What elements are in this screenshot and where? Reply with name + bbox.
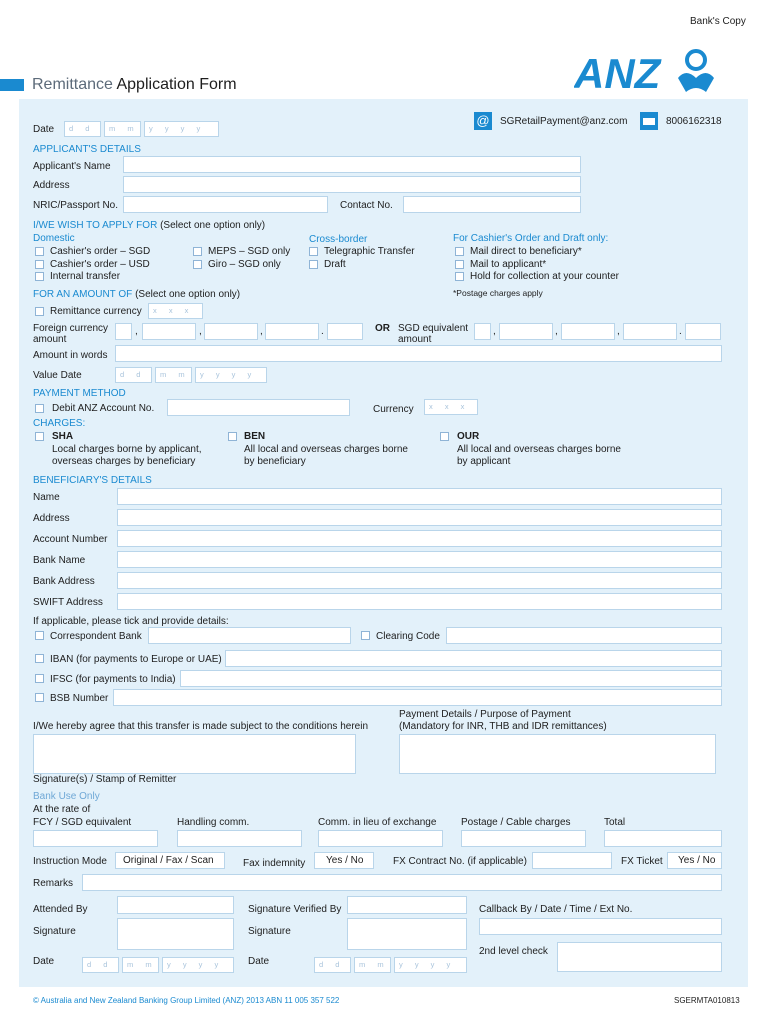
foreign-amount-label-2: amount (33, 334, 67, 345)
bank-signature-field-1[interactable] (117, 918, 234, 950)
ben-account-label: Account Number (33, 534, 108, 545)
signature-label: Signature(s) / Stamp of Remitter (33, 774, 177, 785)
crossborder-heading: Cross-border (309, 234, 368, 245)
amount-words-label: Amount in words (33, 350, 108, 361)
debit-anz-label: Debit ANZ Account No. (52, 403, 155, 414)
copy-label: Bank's Copy (690, 16, 746, 27)
bank-date-label-1: Date (33, 956, 55, 967)
clearing-label: Clearing Code (376, 631, 440, 642)
bank-signature-label-2: Signature (248, 926, 291, 937)
giro-label: Giro – SGD only (208, 259, 281, 270)
anz-logo-text: ANZ (574, 50, 661, 97)
our-desc-1: All local and overseas charges borne (457, 444, 621, 455)
postage-note: *Postage charges apply (453, 288, 543, 298)
bank-signature-field-2[interactable] (347, 918, 467, 950)
amount-note: (Select one option only) (135, 289, 241, 300)
fx-contract-field[interactable] (532, 852, 612, 869)
signature-verified-label: Signature Verified By (248, 904, 342, 915)
fx-contract-label: FX Contract No. (if applicable) (393, 856, 527, 867)
bank-date-2-year[interactable]: y y y y (394, 957, 467, 973)
fax-indemnity-value: Yes / No (326, 855, 364, 866)
charges-heading: CHARGES: (33, 418, 86, 429)
fx-ticket-field[interactable] (667, 852, 722, 869)
currency-field[interactable]: x x x (424, 399, 478, 415)
sgd-amount-sep: , (617, 326, 620, 337)
foreign-amount-cents[interactable] (327, 323, 363, 340)
footer-code: SGERMTA010813 (674, 996, 740, 1005)
clearing-field[interactable] (446, 627, 722, 644)
ben-desc-1: All local and overseas charges borne (244, 444, 408, 455)
sha-desc-2: overseas charges by beneficiary (52, 456, 196, 467)
signature-verified-field[interactable] (347, 896, 467, 914)
callback-field[interactable] (479, 918, 722, 935)
iban-label: IBAN (for payments to Europe or UAE) (50, 654, 222, 665)
remit-currency-label: Remittance currency (50, 306, 142, 317)
agreement-text: I/We hereby agree that this transfer is made subject to the conditions herein (33, 721, 368, 732)
total-field[interactable] (604, 830, 722, 847)
or-label: OR (375, 323, 390, 334)
remarks-field[interactable] (82, 874, 722, 891)
rate-field[interactable] (33, 830, 158, 847)
sgd-amount-label-2: amount (398, 334, 432, 345)
sgd-amount-seg-1[interactable] (474, 323, 491, 340)
mail-beneficiary-label: Mail direct to beneficiary* (470, 246, 582, 257)
foreign-amount-seg-4[interactable] (265, 323, 319, 340)
giro-checkbox[interactable] (193, 260, 202, 269)
correspondent-label: Correspondent Bank (50, 631, 142, 642)
draft-label: Draft (324, 259, 346, 270)
purpose-label-2: (Mandatory for INR, THB and IDR remittances) (399, 721, 607, 732)
tick-note: If applicable, please tick and provide details: (33, 616, 229, 627)
clearing-checkbox[interactable] (361, 631, 370, 640)
bank-date-1-month[interactable]: m m (122, 957, 159, 973)
attended-by-field[interactable] (117, 896, 234, 914)
ben-bankaddress-field[interactable] (117, 572, 722, 589)
ben-address-label: Address (33, 513, 70, 524)
foreign-amount-sep: , (135, 326, 138, 337)
currency-label: Currency (373, 404, 414, 415)
handling-label: Handling comm. (177, 817, 250, 828)
ben-address-field[interactable] (117, 509, 722, 526)
amount-heading-row (33, 289, 240, 301)
sgd-amount-cents[interactable] (685, 323, 721, 340)
correspondent-checkbox[interactable] (35, 631, 44, 640)
date-year[interactable]: y y y y (144, 121, 219, 137)
bsb-checkbox[interactable] (35, 693, 44, 702)
postage-label: Postage / Cable charges (461, 817, 571, 828)
ben-bankname-field[interactable] (117, 551, 722, 568)
page-title (32, 76, 237, 94)
value-date-year[interactable]: y y y y (195, 367, 267, 383)
contact-no-label: Contact No. (340, 200, 393, 211)
iban-checkbox[interactable] (35, 654, 44, 663)
sha-checkbox[interactable] (35, 432, 44, 441)
cashier-usd-label: Cashier's order – USD (50, 259, 150, 270)
applicant-address-label: Address (33, 180, 70, 191)
footer-copyright: © Australia and New Zealand Banking Group Limited (ANZ) 2013 ABN 11 005 357 522 (33, 996, 340, 1005)
comm-lieu-label: Comm. in lieu of exchange (318, 817, 437, 828)
fx-ticket-value: Yes / No (678, 855, 716, 866)
date-month[interactable]: m m (104, 121, 141, 137)
bank-date-2-day[interactable]: d d (314, 957, 351, 973)
bsb-label: BSB Number (50, 693, 109, 704)
signature-box[interactable] (33, 734, 356, 774)
applicant-name-label: Applicant's Name (33, 161, 111, 172)
ben-bankaddress-label: Bank Address (33, 576, 95, 587)
ben-bankname-label: Bank Name (33, 555, 86, 566)
second-check-field[interactable] (557, 942, 722, 972)
ben-swift-field[interactable] (117, 593, 722, 610)
domestic-heading: Domestic (33, 233, 75, 244)
our-checkbox[interactable] (440, 432, 449, 441)
cashier-heading: For Cashier's Order and Draft only: (453, 233, 609, 244)
foreign-amount-seg-3[interactable] (204, 323, 258, 340)
foreign-amount-sep: . (321, 326, 324, 337)
email-icon: @ (474, 112, 492, 130)
title-part1: Remittance (32, 76, 113, 93)
date-label: Date (33, 124, 55, 135)
sgd-amount-seg-2[interactable] (499, 323, 553, 340)
instruction-mode-field[interactable] (115, 852, 225, 869)
debit-anz-checkbox[interactable] (35, 404, 44, 413)
applicant-name-field[interactable] (123, 156, 581, 173)
callback-label: Callback By / Date / Time / Ext No. (479, 904, 633, 915)
foreign-amount-label-1: Foreign currency (33, 323, 109, 334)
tt-label: Telegraphic Transfer (324, 246, 415, 257)
sgd-amount-sep: . (679, 326, 682, 337)
instruction-mode-value: Original / Fax / Scan (123, 855, 214, 866)
draft-checkbox[interactable] (309, 260, 318, 269)
payment-heading: PAYMENT METHOD (33, 388, 126, 399)
foreign-amount-seg-1[interactable] (115, 323, 132, 340)
bank-signature-label-1: Signature (33, 926, 76, 937)
anz-logo-mark (574, 48, 722, 98)
contact-phone: 8006162318 (666, 116, 722, 127)
rate-label-2: FCY / SGD equivalent (33, 817, 132, 828)
instruction-mode-label: Instruction Mode (33, 856, 107, 867)
value-date-label: Value Date (33, 370, 82, 381)
fx-ticket-label: FX Ticket (621, 856, 663, 867)
iban-field[interactable] (225, 650, 722, 667)
attended-by-label: Attended By (33, 904, 88, 915)
internal-transfer-label: Internal transfer (50, 271, 121, 282)
sgd-amount-label-1: SGD equivalent (398, 323, 469, 334)
ben-swift-label: SWIFT Address (33, 597, 103, 608)
nric-label: NRIC/Passport No. (33, 200, 119, 211)
ifsc-label: IFSC (for payments to India) (50, 674, 176, 685)
anz-logo (574, 48, 722, 98)
bank-date-label-2: Date (248, 956, 270, 967)
bank-date-1-year[interactable]: y y y y (162, 957, 234, 973)
ben-code: BEN (244, 431, 266, 442)
beneficiary-heading: BENEFICIARY'S DETAILS (33, 475, 152, 486)
fax-indemnity-label: Fax indemnity (243, 858, 306, 869)
mail-beneficiary-checkbox[interactable] (455, 247, 464, 256)
sgd-amount-sep: , (493, 326, 496, 337)
remarks-label: Remarks (33, 878, 74, 889)
handling-field[interactable] (177, 830, 302, 847)
foreign-amount-sep: , (199, 326, 202, 337)
ben-name-field[interactable] (117, 488, 722, 505)
purpose-label-1: Payment Details / Purpose of Payment (399, 709, 571, 720)
applicant-heading: APPLICANT'S DETAILS (33, 144, 141, 155)
sgd-amount-seg-3[interactable] (561, 323, 615, 340)
ben-desc-2: by beneficiary (244, 456, 306, 467)
debit-account-field[interactable] (167, 399, 350, 416)
purpose-field[interactable] (399, 734, 716, 774)
applicant-address-field[interactable] (123, 176, 581, 193)
sgd-amount-sep: , (555, 326, 558, 337)
mail-applicant-label: Mail to applicant* (470, 259, 547, 270)
cashier-usd-checkbox[interactable] (35, 260, 44, 269)
fax-indemnity-field[interactable] (314, 852, 374, 869)
meps-label: MEPS – SGD only (208, 246, 291, 257)
mail-applicant-checkbox[interactable] (455, 260, 464, 269)
title-bar (0, 79, 24, 91)
second-check-label: 2nd level check (479, 946, 548, 957)
hold-collection-checkbox[interactable] (455, 272, 464, 281)
nric-field[interactable] (123, 196, 328, 213)
bank-date-2-month[interactable]: m m (354, 957, 391, 973)
ben-name-label: Name (33, 492, 60, 503)
postage-field[interactable] (461, 830, 586, 847)
hold-collection-label: Hold for collection at your counter (470, 271, 619, 282)
meps-checkbox[interactable] (193, 247, 202, 256)
amount-heading: FOR AN AMOUNT OF (33, 289, 133, 300)
sgd-amount-seg-4[interactable] (623, 323, 677, 340)
apply-heading-row (33, 220, 265, 232)
apply-heading: I/WE WISH TO APPLY FOR (33, 220, 158, 231)
rate-label-1: At the rate of (33, 804, 91, 815)
value-date-month[interactable]: m m (155, 367, 192, 383)
foreign-amount-seg-2[interactable] (142, 323, 196, 340)
title-part2: Application Form (116, 76, 237, 93)
sha-desc-1: Local charges borne by applicant, (52, 444, 202, 455)
sha-code: SHA (52, 431, 74, 442)
remit-currency-checkbox[interactable] (35, 307, 44, 316)
ifsc-field[interactable] (180, 670, 722, 687)
bank-date-1-day[interactable]: d d (82, 957, 119, 973)
comm-lieu-field[interactable] (318, 830, 443, 847)
correspondent-field[interactable] (148, 627, 351, 644)
apply-note: (Select one option only) (160, 220, 266, 231)
ben-checkbox[interactable] (228, 432, 237, 441)
value-date-day[interactable]: d d (115, 367, 152, 383)
total-label: Total (604, 817, 626, 828)
cashier-sgd-label: Cashier's order – SGD (50, 246, 151, 257)
ben-account-field[interactable] (117, 530, 722, 547)
cashier-sgd-checkbox[interactable] (35, 247, 44, 256)
foreign-amount-sep: , (260, 326, 263, 337)
ifsc-checkbox[interactable] (35, 674, 44, 683)
phone-icon (640, 112, 658, 130)
our-desc-2: by applicant (457, 456, 511, 467)
amount-words-field[interactable] (115, 345, 722, 362)
internal-transfer-checkbox[interactable] (35, 272, 44, 281)
contact-no-field[interactable] (403, 196, 581, 213)
contact-email: SGRetailPayment@anz.com (500, 116, 628, 127)
tt-checkbox[interactable] (309, 247, 318, 256)
our-code: OUR (457, 431, 480, 442)
remit-currency-field[interactable]: x x x (148, 303, 203, 319)
bank-use-heading: Bank Use Only (33, 791, 100, 802)
bsb-field[interactable] (113, 689, 722, 706)
date-day[interactable]: d d (64, 121, 101, 137)
